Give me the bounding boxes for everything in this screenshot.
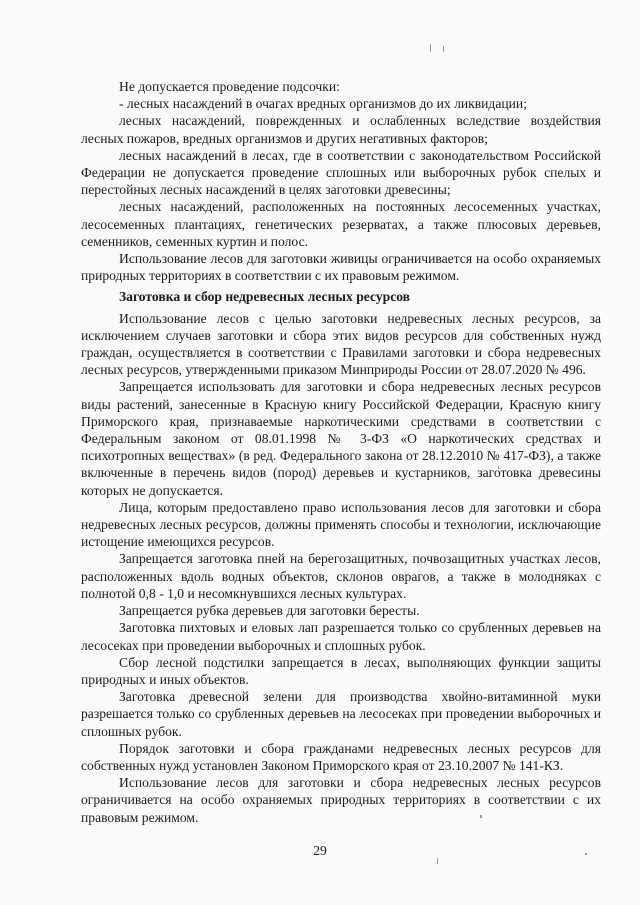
paragraph: Заготовка древесной зелени для производства хвойно-витаминной муки разрешается только со срубленных деревьев на лесосеках при проведении выборочных и сплошных рубок. [81, 689, 601, 739]
list-item: лесных насаждений, расположенных на постоянных лесосеменных участках, лесосеменных плантациях, генетических резерватах, а также плюсовых деревьев, семенников, семенных куртин и полос. [81, 199, 601, 249]
paragraph: Запрещается рубка деревьев для заготовки бересты. [119, 603, 420, 619]
paragraph: Запрещается заготовка пней на берегозащитных, почвозащитных участках лесов, расположенных вдоль водных объектов, склонов оврагов, а также в молодняках с полнотой 0,8 - 1,0 и несомкнувшихся лесных культурах. [81, 551, 601, 601]
paragraph: Порядок заготовки и сбора гражданами недревесных лесных ресурсов для собственных нужд установлен Законом Приморского края от 23.10.2007 № 141-КЗ. [81, 740, 601, 773]
list-item: лесных насаждений в лесах, где в соответствии с законодательством Российской Федерации не допускается проведение сплошных или выборочных рубок спелых и перестойных лесных насаждений в целях заготовки древесины; [81, 147, 601, 198]
list-item: - лесных насаждений в очагах вредных организмов до их ликвидации; [119, 96, 527, 112]
paragraph: Заготовка пихтовых и еловых лап разрешается только со срубленных деревьев на лесосеках при проведении выборочных и сплошных рубок. [81, 620, 601, 653]
page-number: 29 [313, 843, 327, 858]
document-body [81, 78, 601, 826]
paragraph: Использование лесов для заготовки и сбора недревесных лесных ресурсов ограничивается на особо охраняемых природных территориях в соответствии с их правовым режимом. [81, 775, 601, 825]
paragraph: Использование лесов с целью заготовки недревесных лесных ресурсов, за исключением случаев заготовки и сбора этих видов ресурсов для собственных нужд граждан, осуществляется в соответствии с Правилами заготовки и сбора недревесных лесных ресурсов, утвержденными приказом Минприроды России от 28.07.2020 № 496. [81, 310, 601, 378]
paragraph: Сбор лесной подстилки запрещается в лесах, выполняющих функции защиты природных и иных объектов. [81, 654, 601, 687]
scan-mark [430, 44, 431, 52]
paragraph: Использование лесов для заготовки живицы ограничивается на особо охраняемых природных территориях в соответствии с их правовым режимом. [81, 251, 601, 284]
section-heading: Заготовка и сбор недревесных лесных ресурсов [119, 289, 411, 305]
paragraph: Не допускается проведение подсочки: [119, 79, 340, 94]
scan-mark [443, 46, 444, 52]
paragraph: Запрещается использовать для заготовки и сбора недревесных лесных ресурсов виды растений, занесенные в Красную книгу Российской Федерации, Красную книгу Приморского края, признаваемые наркотическими средствами в соответствии с Федеральным законом от 08.01.1998 № 3-ФЗ «О наркотических средствах и психотропных веществах» (в ред. Федерального закона от 28.12.2010 № 417-ФЗ), а также включенные в перечень видов (пород) деревьев и кустарников, заготовка древесины которых не допускается. [81, 379, 601, 498]
list-item: лесных насаждений, поврежденных и ослабленных вследствие воздействия лесных пожаров, вредных организмов и других негативных факторов; [81, 113, 601, 146]
paragraph: Лица, которым предоставлено право использования лесов для заготовки и сбора недревесных лесных ресурсов, должны применять способы и технологии, исключающие истощение имеющихся ресурсов. [81, 499, 601, 550]
